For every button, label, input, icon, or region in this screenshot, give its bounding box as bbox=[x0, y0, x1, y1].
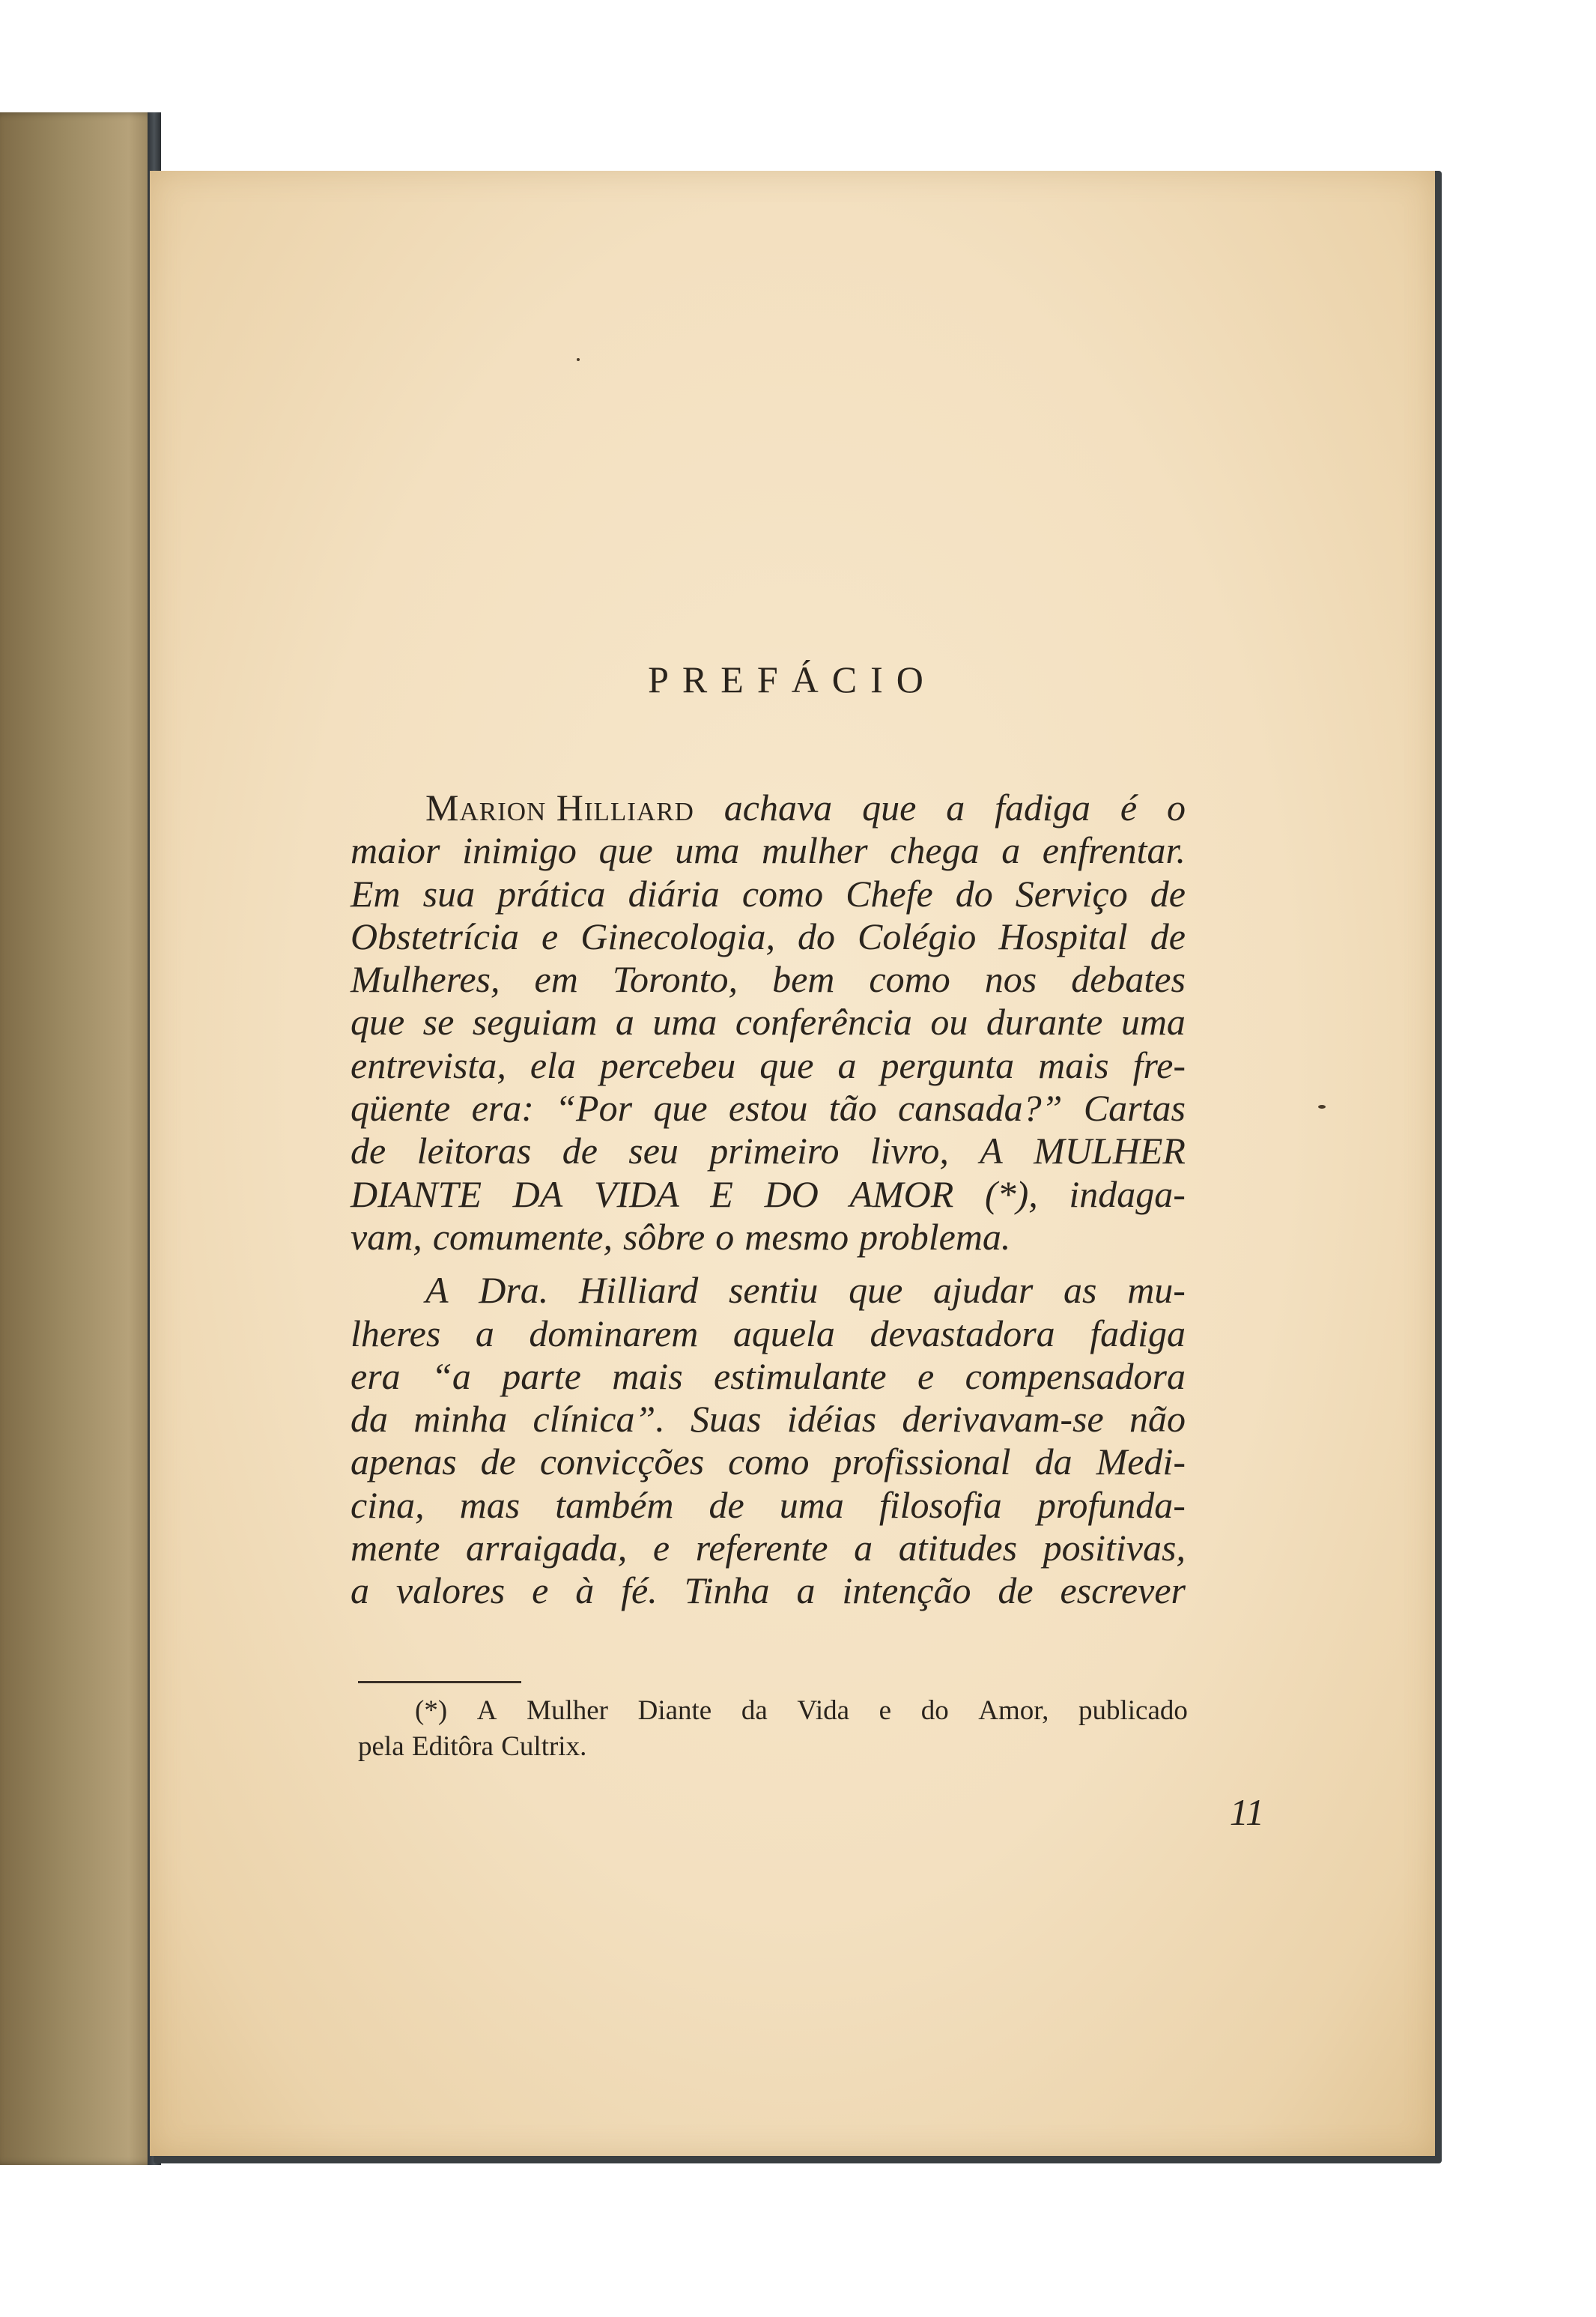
word: Editôra bbox=[411, 1731, 494, 1762]
word: filosofia bbox=[879, 1483, 1002, 1526]
word: ajudar bbox=[932, 1269, 1034, 1312]
word: do bbox=[955, 872, 993, 915]
word: estou bbox=[728, 1087, 808, 1130]
word: cansada?” bbox=[898, 1087, 1063, 1130]
word: referente bbox=[695, 1527, 828, 1569]
word: era: bbox=[471, 1087, 534, 1130]
word: seu bbox=[628, 1130, 679, 1172]
word: a bbox=[615, 1001, 634, 1044]
word: seguiam bbox=[472, 1001, 598, 1044]
footnote bbox=[358, 1693, 1188, 1765]
word: a bbox=[854, 1527, 873, 1569]
word: Hospital bbox=[998, 915, 1128, 957]
word: Serviço bbox=[1015, 872, 1128, 915]
word: DO bbox=[764, 1172, 819, 1215]
word: a bbox=[1001, 829, 1021, 872]
word: era bbox=[351, 1354, 401, 1397]
word: enfrentar. bbox=[1042, 829, 1186, 872]
text-line bbox=[351, 1441, 1186, 1483]
word: pela bbox=[358, 1731, 404, 1762]
word: mente bbox=[351, 1527, 440, 1569]
text-line bbox=[351, 1398, 1186, 1441]
word: escrever bbox=[1060, 1569, 1186, 1612]
word: pergunta bbox=[880, 1044, 1015, 1086]
word: uma bbox=[675, 829, 740, 872]
word: profunda- bbox=[1037, 1483, 1186, 1526]
word: Amor, bbox=[978, 1695, 1049, 1726]
word: de bbox=[562, 1130, 598, 1172]
word: como bbox=[728, 1441, 810, 1483]
word: do bbox=[798, 915, 835, 957]
word: comumente, bbox=[432, 1215, 613, 1258]
word: uma bbox=[1120, 1001, 1186, 1044]
text-line bbox=[351, 1312, 1186, 1355]
word: percebeu bbox=[599, 1044, 736, 1086]
word: arraigada, bbox=[466, 1527, 628, 1569]
word: Diante bbox=[637, 1695, 712, 1726]
word: Ginecologia, bbox=[580, 915, 775, 957]
word: intenção bbox=[842, 1569, 971, 1612]
word: mais bbox=[612, 1354, 683, 1397]
word: atitudes bbox=[898, 1527, 1018, 1569]
word: cina, bbox=[351, 1483, 425, 1526]
word: aquela bbox=[732, 1312, 835, 1354]
page-number: 11 bbox=[1229, 1791, 1264, 1833]
word: de bbox=[998, 1569, 1034, 1612]
word: A bbox=[980, 1130, 1003, 1172]
word: Chefe bbox=[846, 872, 933, 915]
body-text bbox=[351, 787, 1186, 1613]
word: valores bbox=[395, 1569, 506, 1612]
word: problema. bbox=[859, 1215, 1011, 1258]
word: achava bbox=[723, 787, 833, 829]
text-line bbox=[351, 1173, 1186, 1216]
word: a bbox=[475, 1312, 494, 1354]
word: debates bbox=[1071, 958, 1186, 1001]
footnote-line bbox=[358, 1729, 1188, 1765]
word: clínica”. bbox=[532, 1398, 665, 1441]
word: da bbox=[351, 1398, 388, 1441]
word: mas bbox=[459, 1483, 521, 1526]
word: e bbox=[532, 1569, 549, 1612]
word: devastadora bbox=[870, 1312, 1055, 1354]
text-line bbox=[351, 1044, 1186, 1087]
word: nos bbox=[984, 958, 1037, 1001]
word: que bbox=[351, 1001, 405, 1044]
word: positivas, bbox=[1043, 1527, 1186, 1569]
text-line bbox=[351, 1527, 1186, 1569]
word: a bbox=[351, 1569, 369, 1612]
word: como bbox=[741, 872, 824, 915]
word: primeiro bbox=[709, 1130, 840, 1172]
word: durante bbox=[986, 1001, 1103, 1044]
word: E bbox=[710, 1172, 733, 1215]
word: “a bbox=[431, 1354, 471, 1397]
word: Marion Hilliard bbox=[425, 787, 694, 829]
word: fre- bbox=[1132, 1044, 1186, 1086]
word: de bbox=[709, 1483, 744, 1526]
word: inimigo bbox=[462, 829, 577, 872]
word: a bbox=[837, 1044, 857, 1086]
word: também bbox=[555, 1483, 674, 1526]
word: apenas bbox=[351, 1441, 457, 1483]
word: que bbox=[653, 1087, 708, 1130]
word: mesmo bbox=[744, 1215, 849, 1258]
word: da bbox=[741, 1695, 768, 1726]
word: de bbox=[1150, 872, 1186, 915]
word: Colégio bbox=[858, 915, 977, 957]
word: VIDA bbox=[593, 1172, 679, 1215]
word: a bbox=[796, 1569, 816, 1612]
word: conferência bbox=[735, 1001, 912, 1044]
word: em bbox=[534, 958, 578, 1001]
word: publicado bbox=[1078, 1695, 1188, 1726]
word: o bbox=[1167, 787, 1186, 829]
text-line bbox=[351, 1216, 1186, 1259]
word: ela bbox=[530, 1044, 576, 1086]
word: Tinha bbox=[684, 1569, 770, 1612]
text-line bbox=[351, 1484, 1186, 1527]
text-line bbox=[351, 1269, 1186, 1312]
word: MULHER bbox=[1034, 1130, 1186, 1172]
word: vam, bbox=[351, 1215, 422, 1258]
word: derivavam-se bbox=[902, 1398, 1104, 1441]
word: o bbox=[715, 1215, 735, 1258]
word: de bbox=[480, 1441, 516, 1483]
word: Medi- bbox=[1096, 1441, 1186, 1483]
text-line bbox=[351, 1355, 1186, 1398]
word: fé. bbox=[621, 1569, 658, 1612]
word: maior bbox=[351, 829, 440, 872]
word: que bbox=[759, 1044, 814, 1086]
word: que bbox=[849, 1269, 903, 1312]
word: ou bbox=[930, 1001, 968, 1044]
word: leitoras bbox=[416, 1130, 532, 1172]
word: a bbox=[946, 787, 965, 829]
word: e bbox=[541, 915, 559, 957]
word: sentiu bbox=[728, 1269, 819, 1312]
chapter-title: PREFÁCIO bbox=[648, 658, 937, 700]
word: minha bbox=[413, 1398, 508, 1441]
word: tão bbox=[828, 1087, 877, 1130]
word: entrevista, bbox=[351, 1044, 506, 1086]
word: AMOR bbox=[849, 1172, 954, 1215]
word: lheres bbox=[351, 1312, 441, 1354]
word: do bbox=[920, 1695, 949, 1726]
book-page bbox=[150, 171, 1435, 2156]
word: como bbox=[869, 958, 950, 1001]
word: livro, bbox=[870, 1130, 949, 1172]
text-line bbox=[351, 958, 1186, 1001]
paper-speck bbox=[1318, 1105, 1326, 1109]
word: indaga- bbox=[1069, 1172, 1186, 1215]
word: mulher bbox=[761, 829, 868, 872]
paragraph-2 bbox=[351, 1269, 1186, 1612]
text-line bbox=[351, 1130, 1186, 1172]
word: à bbox=[575, 1569, 595, 1612]
word: “Por bbox=[555, 1087, 633, 1130]
word: e bbox=[879, 1695, 892, 1726]
word: idéias bbox=[786, 1398, 877, 1441]
word: de bbox=[351, 1130, 386, 1172]
paragraph-1 bbox=[351, 787, 1186, 1259]
word: Obstetrícia bbox=[351, 915, 519, 957]
footnote-rule bbox=[358, 1681, 521, 1683]
word: as bbox=[1064, 1269, 1097, 1312]
word: de bbox=[1150, 915, 1186, 957]
word: Suas bbox=[691, 1398, 762, 1441]
text-line bbox=[351, 1569, 1186, 1612]
word: Cultrix. bbox=[501, 1731, 587, 1762]
word: estimulante bbox=[714, 1354, 887, 1397]
word: DIANTE bbox=[351, 1172, 482, 1215]
text-line bbox=[351, 915, 1186, 958]
word: e bbox=[917, 1354, 935, 1397]
word: uma bbox=[779, 1483, 844, 1526]
word: A bbox=[425, 1269, 449, 1312]
word: Em bbox=[351, 872, 401, 915]
word: se bbox=[422, 1001, 455, 1044]
word: que bbox=[862, 787, 917, 829]
word: mu- bbox=[1127, 1269, 1186, 1312]
word: diária bbox=[628, 872, 720, 915]
word: (*), bbox=[984, 1172, 1038, 1215]
word: fadiga bbox=[1090, 1312, 1186, 1354]
word: parte bbox=[502, 1354, 581, 1397]
word: DA bbox=[512, 1172, 563, 1215]
text-line bbox=[351, 1001, 1186, 1044]
word: Mulheres, bbox=[351, 958, 500, 1001]
word: bem bbox=[772, 958, 835, 1001]
word: sôbre bbox=[623, 1215, 706, 1258]
word: sua bbox=[422, 872, 476, 915]
word: que bbox=[598, 829, 653, 872]
word: prática bbox=[497, 872, 606, 915]
text-line bbox=[351, 787, 1186, 829]
word: da bbox=[1034, 1441, 1072, 1483]
word: fadiga bbox=[995, 787, 1090, 829]
word: Dra. bbox=[479, 1269, 549, 1312]
word: qüente bbox=[351, 1087, 451, 1130]
word: uma bbox=[652, 1001, 717, 1044]
word: compensadora bbox=[965, 1354, 1186, 1397]
word: convicções bbox=[539, 1441, 705, 1483]
left-page-edge bbox=[0, 112, 161, 2165]
word: Cartas bbox=[1083, 1087, 1186, 1130]
word: é bbox=[1120, 787, 1138, 829]
text-line bbox=[351, 1087, 1186, 1130]
word: e bbox=[652, 1527, 670, 1569]
word: Mulher bbox=[527, 1695, 609, 1726]
word: mais bbox=[1038, 1044, 1109, 1086]
word: Vida bbox=[797, 1695, 850, 1726]
footnote-line bbox=[358, 1693, 1188, 1729]
word: A bbox=[476, 1695, 497, 1726]
word: profissional bbox=[833, 1441, 1011, 1483]
word: (*) bbox=[415, 1695, 448, 1726]
paper-speck bbox=[577, 358, 580, 361]
word: Hilliard bbox=[579, 1269, 699, 1312]
text-line bbox=[351, 829, 1186, 872]
word: chega bbox=[890, 829, 980, 872]
text-line bbox=[351, 873, 1186, 915]
word: não bbox=[1129, 1398, 1186, 1441]
word: dominarem bbox=[529, 1312, 699, 1354]
word: Toronto, bbox=[612, 958, 738, 1001]
